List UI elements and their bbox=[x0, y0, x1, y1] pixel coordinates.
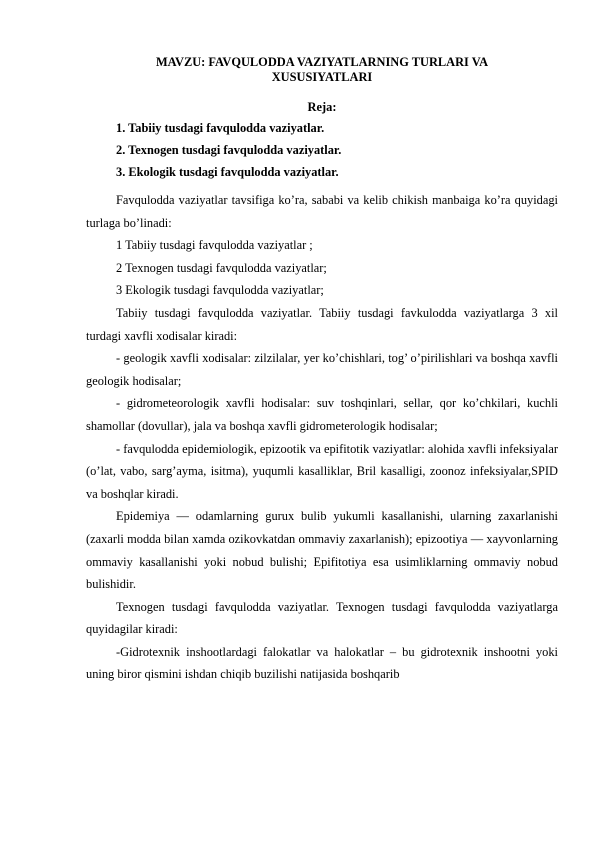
plan-list bbox=[86, 117, 558, 183]
paragraph-epidemiologik: - favqulodda epidemiologik, epizootik va epifitotik vaziyatlar: alohida xavfli infeksiyalar (o’lat, vabo, sarg’ayma, isitma), yuqumli kasalliklar, Bril kasalligi, zoonoz infeksiyalar,SPID va boshqlar kiradi. bbox=[86, 441, 558, 501]
plan-item-2: 2. Texnogen tusdagi favqulodda vaziyatlar. bbox=[116, 143, 342, 157]
paragraph-geologik: - geologik xavfli xodisalar: zilzilalar, yer ko’chishlari, tog’ o’pirilishlari va boshqa xavfli geologik hodisalar; bbox=[86, 351, 558, 388]
paragraph-gidrotexnik: -Gidrotexnik inshootlardagi falokatlar va halokatlar – bu gidrotexnik inshootni yoki uning biror qismini ishdan chiqib buzilishi natijasida boshqarib bbox=[86, 644, 558, 682]
list-item-ekologik: 3 Ekologik tusdagi favqulodda vaziyatlar; bbox=[116, 283, 324, 298]
plan-heading: Reja: bbox=[307, 100, 337, 114]
list-item-texnogen: 2 Texnogen tusdagi favqulodda vaziyatlar; bbox=[116, 260, 327, 275]
paragraph-epidemiya: Epidemiya — odamlarning gurux bulib yukumli kasallanishi, ularning zaxarlanishi (zaxarli modda bilan xamda ozikovkatdan ommaviy zaxarlanish); epizootiya — xayvonlarning ommaviy kasallanishi yoki nobud bulishi; Epifitotiya esa usimliklarning ommaviy nobud bulishidir. bbox=[86, 509, 558, 592]
paragraph-tabiiy: Tabiiy tusdagi favqulodda vaziyatlar. Tabiiy tusdagi favkulodda vaziyatlarga 3 xil turdagi xavfli xodisalar kiradi: bbox=[86, 305, 558, 343]
plan-item-3: 3. Ekologik tusdagi favqulodda vaziyatlar. bbox=[116, 165, 339, 179]
body-text bbox=[86, 189, 558, 686]
paragraph-texnogen: Texnogen tusdagi favqulodda vaziyatlar. Texnogen tusdagi favqulodda vaziyatlarga quyidagilar kiradi: bbox=[86, 599, 558, 637]
plan-item-1: 1. Tabiiy tusdagi favqulodda vaziyatlar. bbox=[116, 121, 325, 135]
title-line-2: XUSUSIYATLARI bbox=[271, 70, 373, 84]
page-title bbox=[86, 55, 558, 85]
document-page bbox=[86, 55, 558, 686]
title-line-1: MAVZU: FAVQULODDA VAZIYATLARNING TURLARI VA bbox=[155, 55, 489, 69]
paragraph-intro: Favqulodda vaziyatlar tavsifiga ko’ra, sababi va kelib chikish manbaiga ko’ra quyidagi turlaga bo’linadi: bbox=[86, 193, 558, 230]
paragraph-gidrometeorologik: - gidrometeorologik xavfli hodisalar: suv toshqinlari, sellar, qor ko’chkilari, kuchli shamollar (dovullar), jala va boshqa xavfli gidrometerologik hodisalar; bbox=[86, 396, 558, 433]
list-item-tabiiy: 1 Tabiiy tusdagi favqulodda vaziyatlar ; bbox=[116, 238, 313, 253]
